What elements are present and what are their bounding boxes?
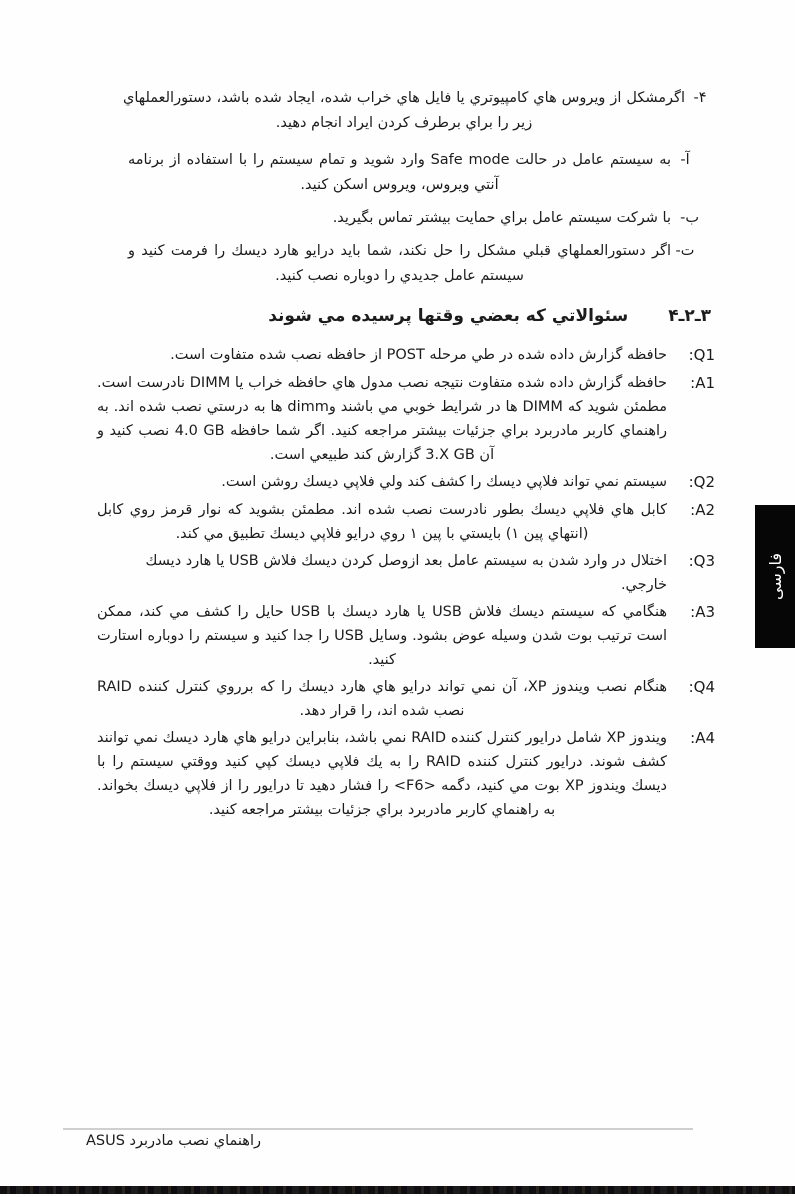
qa-label: A1: — [690, 374, 715, 392]
qa-row-a4 — [93, 726, 715, 822]
section-heading — [93, 303, 711, 329]
qa-row-a3 — [93, 600, 715, 672]
qa-row-a1 — [93, 371, 715, 467]
qa-text: حافظه گزارش داده شده متفاوت نتيجه نصب مدول هاي حافظه خراب يا DIMM نادرست است. مطمئن شويد كه DIMM ها در شرايط خوبي مي باشند وdimm ها به درستي نصب شده اند. به راهنماي كاربر مادربرد براي جزئيات بيشتر مراجعه كنيد. اگر شما حافظه ‪4.0 GB‬ نصب كنيد و آن ‪3.X GB‬ گزارش كند طبيعي است. — [97, 375, 667, 463]
qa-text: هنگامي كه سيستم ديسك فلاش USB يا هارد ديسك با USB حايل را كشف مي كند، ممكن است ترتيب بوت شدن وسيله عوض بشود. وسايل USB را جدا كنيد و سيستم را دوباره استارت كنيد. — [97, 604, 667, 668]
qa-label: A4: — [690, 729, 715, 747]
list-item-text: اگر دستورالعملهاي قبلي مشكل را حل نكند، شما بايد درايو هارد ديسك را فرمت كنيد و سيستم عامل جديدي را دوباره نصب كنيد. — [128, 243, 671, 284]
qa-text: حافظه گزارش داده شده در طي مرحله POST از حافظه نصب شده متفاوت است. — [170, 347, 667, 363]
qa-label: A3: — [690, 603, 715, 621]
qa-label: A2: — [690, 501, 715, 519]
farsi-language-tab — [755, 505, 795, 648]
qa-row-q4 — [93, 675, 715, 723]
qa-row-q3 — [93, 549, 715, 597]
list-marker: ت- — [675, 243, 695, 259]
qa-row-q2 — [93, 470, 715, 495]
list-item-text: به سيستم عامل در حالت Safe mode وارد شويد و تمام سيستم را با استفاده از برنامه آنتي ويروس، ويروس اسكن كنيد. — [128, 152, 672, 193]
qa-text: سيستم نمي تواند فلاپي ديسك را كشف كند ولي فلاپي ديسك روشن است. — [221, 474, 667, 490]
section-number: ۴ـ۲ـ۳ — [668, 306, 711, 326]
list-item-be — [93, 206, 699, 231]
qa-label: Q2: — [688, 473, 715, 491]
qa-text: هنگام نصب ويندوز XP، آن نمي تواند درايو هاي هارد ديسك را كه برروي كنترل كننده RAID نصب شده اند، را قرار دهد. — [97, 679, 667, 719]
footer-divider — [63, 1128, 693, 1130]
qa-row-q1 — [93, 343, 715, 368]
list-marker: آ- — [680, 152, 690, 168]
list-item-te — [93, 239, 699, 289]
list-item-4 — [93, 86, 715, 136]
qa-label: Q1: — [688, 346, 715, 364]
qa-text: ويندوز XP شامل درايور كنترل كننده RAID نمي باشد، بنابراين درايو هاي هارد ديسك نمي توانند كشف شوند. درايور كنترل كننده RAID را به يك فلاپي ديسك كپي كنيد ووقتي سيستم را با ديسك ويندوز XP بوت مي كنيد، دگمه ‪<F6>‬ را فشار دهيد تا درايور را از فلاپي ديسك بخواند. به راهنماي كاربر مادربرد براي جزئيات بيشتر مراجعه كنيد. — [97, 730, 668, 818]
qa-text: كابل هاي فلاپي ديسك بطور نادرست نصب شده اند. مطمئن بشويد كه نوار قرمز روي كابل (انتهاي پين ۱) بايستي با پين ۱ روي درايو فلاپي ديسك تطبيق مي كند. — [97, 502, 667, 542]
page-content — [93, 86, 715, 825]
language-tab-label: فارسی — [765, 553, 785, 600]
footer-text: راهنماي نصب مادربرد ASUS — [86, 1133, 261, 1149]
page-edge-bar — [0, 1186, 795, 1194]
list-item-text: با شركت سيستم عامل براي حمايت بيشتر تماس بگيريد. — [332, 210, 671, 226]
section-title: سئوالاتي كه بعضي وقتها پرسيده مي شوند — [268, 306, 629, 326]
qa-label: Q3: — [688, 552, 715, 570]
list-marker: ۴- — [693, 90, 707, 106]
qa-row-a2 — [93, 498, 715, 546]
qa-label: Q4: — [688, 678, 715, 696]
qa-text: اختلال در وارد شدن به سيستم عامل بعد ازوصل كردن ديسك فلاش USB يا هارد ديسك خارجي. — [145, 553, 667, 593]
list-marker: ب- — [680, 210, 699, 226]
list-item-alef — [93, 148, 699, 198]
list-item-text: اگرمشكل از ويروس هاي كامپيوتري يا فايل هاي خراب شده، ايجاد شده باشد، دستورالعملهاي زير را براي برطرف كردن ايراد انجام دهيد. — [123, 90, 685, 131]
